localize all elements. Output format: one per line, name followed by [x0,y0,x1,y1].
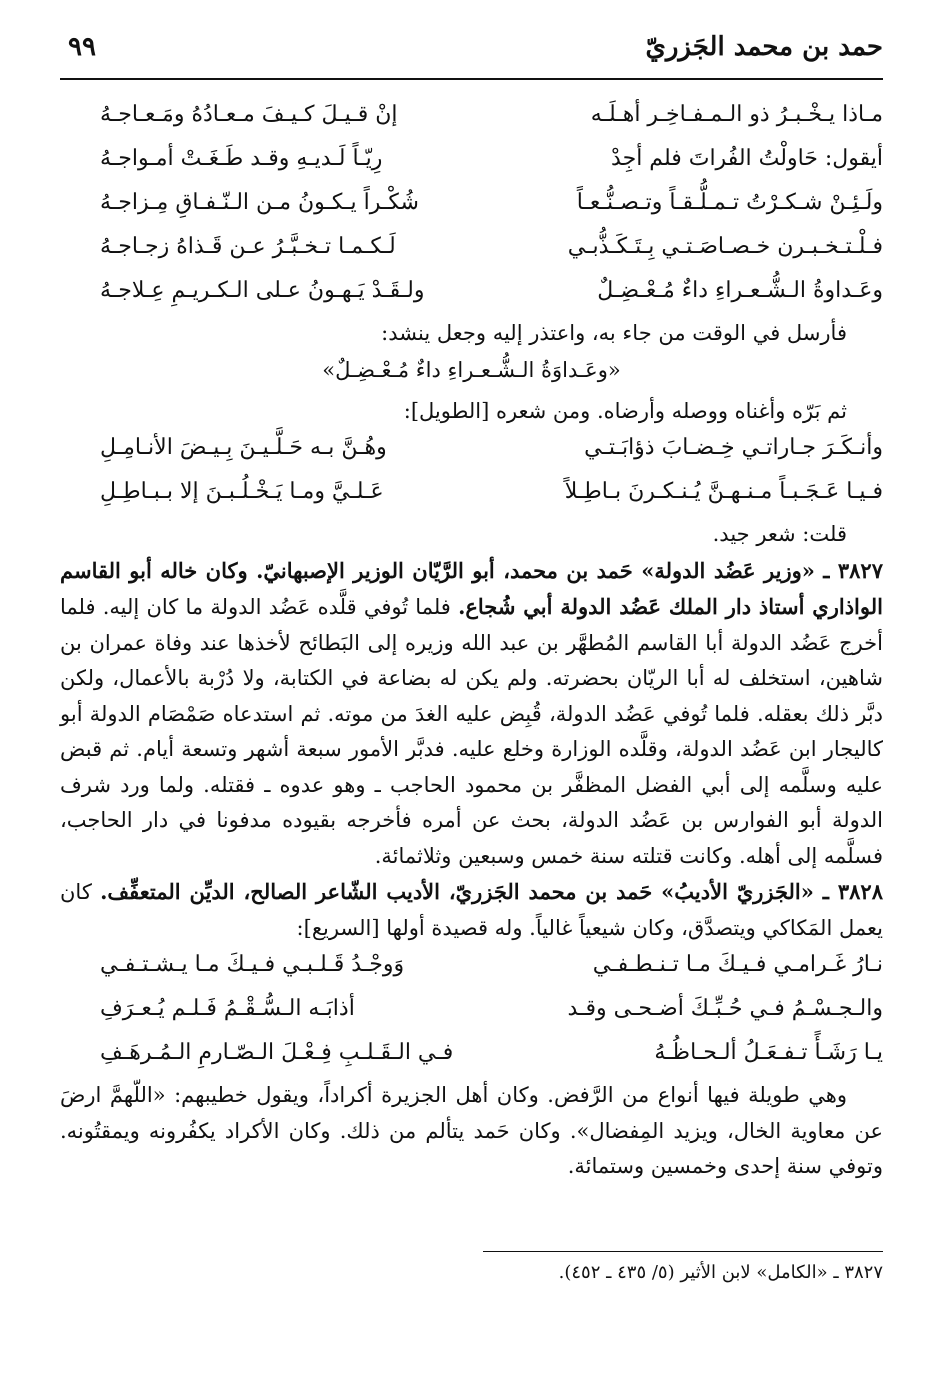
entry-heading: ٣٨٢٧ ـ «وزير عَضُد الدولة» حَمد بن محمد، أبو الرَّيّان الوزير الإصبهانيّ. وكان خاله أبو القاسم الواذاري أستاذ دار الملك عَضُد الدولة أبي شُجاع. [60,557,883,619]
verse-first-hemistich: فـيـا عَـجَـبـاً مـنـهـنَّ يُـنـكـرنَ بـاطِـلاً [564,479,883,504]
verse-first-hemistich: فـلْـتـخـبـرن خـصـاصَـتـي بِـتَـكَـذُّبـي [567,234,883,259]
verse-line [60,946,883,990]
biography-entry-3828 [60,874,883,946]
entry-heading: ٣٨٢٨ ـ «الجَزريّ الأديبُ» حَمد بن محمد الجَزريّ، الأديب الشّاعر الصالح، الديِّن المتعفِّف. [100,879,883,904]
biography-entry-3827 [60,553,883,875]
verse-second-hemistich: ولـقَـدْ يَـهـونُ عـلى الـكـريـمِ عِـلاجـهُ [100,278,425,303]
verse-second-hemistich: إنْ قـيـلَ كـيـفَ مـعـادُهُ ومَـعـاجـهُ [100,102,398,127]
verse-line [60,228,883,272]
footnote-divider [483,1251,883,1252]
paragraph: قلت: شعر جيد. [712,522,847,546]
running-title: حمد بن محمد الجَزريّ [645,32,883,62]
verse-first-hemistich: نـارُ غَـرامـي فـيـكَ مـا تـنـطـفـي [592,952,883,977]
verse-second-hemistich: رِيّـاً لَـديـهِ وقـد طَـغَـتْ أمـواجـهُ [100,146,383,171]
entry-text: كان يعمل المَكاكي ويتصدَّق، وكان شيعياً غالياً. وله قصيدة أولها [السريع]: [60,880,883,940]
verse-line [60,184,883,228]
poem-3 [60,946,883,1078]
paragraph: فأرسل في الوقت من جاء به، واعتذر إليه وجعل ينشد: [381,321,847,345]
header-divider [60,78,883,80]
verse-first-hemistich: وعَـداوةُ الـشُّـعـراءِ داءٌ مُـعْـضِـلٌ [597,278,883,303]
poem-1 [60,96,883,316]
verse-second-hemistich: شُكْـراً يـكـونُ مـن الـنّـفـاقِ مِـزاجـهُ [100,190,419,215]
verse-line [60,990,883,1034]
poem-2 [60,429,883,517]
verse-line [60,473,883,517]
verse-second-hemistich: أذابَـه الـسُّـقْـمُ فَـلـم يُـعـرَفِ [100,996,355,1021]
verse-second-hemistich: وهُـنَّ بـه حَـلَّـيـنَ بِـيـضَ الأنـامِـلِ [100,435,387,460]
footnote: ٣٨٢٧ ـ «الكامل» لابن الأثير (٥/ ٤٣٥ ـ ٤٥٢). [558,1262,883,1283]
verse-second-hemistich: وَوجْـدُ قَـلـبـي فـيـكَ مـا يـشـتـفـي [100,952,405,977]
verse-first-hemistich: ولَـئِـنْ شـكـرْتُ تـمـلُّـقـاً وتـصـنُّـعـاً [576,190,883,215]
page-header [60,28,883,80]
verse-second-hemistich: فـي الـقَـلـبِ فِـعْـلَ الـصّـارمِ الـمُـرهَـفِ [100,1040,454,1065]
verse-first-hemistich: والـجـسْـمُ فـي حُـبِّـكَ أضـحـى وقـد [567,996,883,1021]
verse-second-hemistich: عَـلـيَّ ومـا يَـخْـلُـبـنَ إلا بـبـاطِـلِ [100,479,384,504]
verse-first-hemistich: أيقول: حَاولْتُ الفُراتَ فلم أجِدْ [611,146,883,171]
verse-first-hemistich: يـا رَشَـأً تـفـعَـلُ ألـحـاظُـهُ [654,1040,883,1065]
verse-line [60,140,883,184]
verse-second-hemistich: لَـكـمـا تـخـبَّـرُ عـن قَـذاهُ زجـاجـهُ [100,234,396,259]
paragraph: وهي طويلة فيها أنواع من الرَّفض. وكان أهل الجزيرة أكراداً، ويقول خطيبهم: «اللّهمَّ ارضَ عن معاوية الخال، ويزيد المِفضال». وكان حَمد يتألم من ذلك. وكان الأكراد يكفُرونه ويمقتُونه. وتوفي سنة إحدى وخمسين وستمائة. [60,1083,883,1178]
verse-first-hemistich: مـاذا يـخْـبـرُ ذو الـمـفـاخِـر أهـلَـه [590,102,883,127]
page-body [60,96,883,1185]
page-number: ٩٩ [68,32,96,62]
quoted-verse: «وعَـداوَةُ الـشُّـعـراءِ داءٌ مُـعْـضِـلٌ» [322,357,621,382]
verse-line [60,272,883,316]
verse-line [60,429,883,473]
verse-line [60,1034,883,1078]
verse-first-hemistich: وأنـكَـرَ جـاراتـي خِـضـابَ ذؤابَـتـي [584,435,883,460]
paragraph: ثم بَرّه وأغناه ووصله وأرضاه. ومن شعره [الطويل]: [403,398,847,423]
entry-text: فلما تُوفي قلَّده عَضُد الدولة ما كان إليه. فلما أخرج عَضُد الدولة أبا القاسم المُطهَّر بن عبد الله وزيره إلى البَطائح لأخذها عند وفاة عمران بن شاهين، استخلف له أبا الريّان بحضرته. ولم يكن له بضاعة في الكتابة، ولا دُرْبة بالأعمال، ولكن دبَّر ذلك بعقله. فلما تُوفي عَضُد الدولة، قُبِض عليه الغدَ من موته. ثم استدعاه صَمْصَام الدولة أبو كاليجار ابن عَضُد الدولة، وقلَّده الوزارة وخلع عليه. فدبَّر الأمور سبعة أشهر وتسعة أيام. ثم قبض عليه وسلَّمه إلى أبي الفضل المظفَّر بن محمود الحاجب ـ وهو عدوه ـ فقتله. ولما ورد شرف الدولة أبو الفوارس بن عَضُد الدولة، بحث عن أمره فأخرجه بقيوده مدفونا في دار الحاجب، فسلَّمه إلى أهله. وكانت قتلته سنة خمس وسبعين وثلاثمائة. [60,595,883,868]
verse-line [60,96,883,140]
